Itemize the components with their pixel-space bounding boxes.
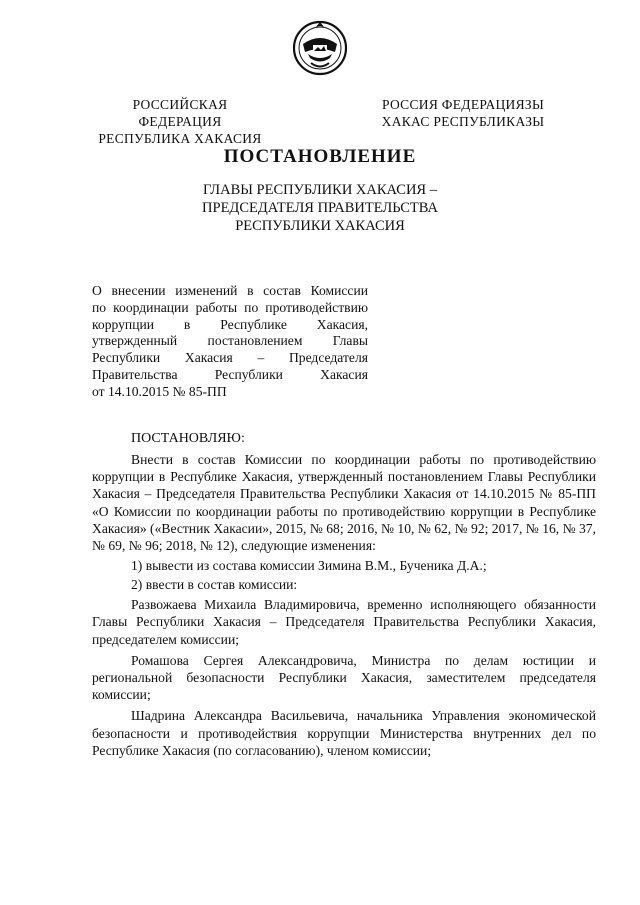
header-left-line: РОССИЙСКАЯ ФЕДЕРАЦИЯ <box>132 97 228 129</box>
document-body <box>92 451 596 763</box>
subtitle-line: ГЛАВЫ РЕСПУБЛИКИ ХАКАСИЯ – <box>203 182 437 198</box>
about-block <box>92 283 368 401</box>
decree-word: ПОСТАНОВЛЯЮ: <box>131 431 245 446</box>
coat-of-arms-emblem <box>291 18 349 76</box>
document-subtitle <box>160 181 480 235</box>
document-title: ПОСТАНОВЛЕНИЕ <box>223 146 417 167</box>
header-right-block <box>378 96 548 130</box>
subtitle-line: РЕСПУБЛИКИ ХАКАСИЯ <box>235 218 405 234</box>
about-line: О внесении изменений в состав Комиссии <box>92 283 368 298</box>
about-line: от 14.10.2015 № 85-ПП <box>92 383 227 399</box>
body-paragraph: Развожаева Михаила Владимировича, временно исполняющего обязанности Главы Республики Хакасия – Председателя Правительства Республики Хакасия, председателем комиссии; <box>92 597 596 647</box>
about-line: Правительства Республики Хакасия <box>92 366 368 382</box>
about-line: Республики Хакасия – Председателя <box>92 350 368 366</box>
body-paragraph: Шадрина Александра Васильевича, начальника Управления экономической безопасности и противодействия коррупции Министерства внутренних дел по Республике Хакасия (по согласованию), членом комиссии; <box>92 708 596 758</box>
header-left-block <box>90 96 270 147</box>
body-paragraph: 1) вывести из состава комиссии Зимина В.М., Бученика Д.А.; <box>131 557 487 573</box>
about-line: коррупции в Республике Хакасия, <box>92 316 368 332</box>
body-paragraph: Внести в состав Комиссии по координации работы по противодействию коррупции в Республике Хакасия, утвержденный постановлением Главы Республики Хакасия – Председателя Правительства Республики Хакасия от 14.10.2015 № 85-ПП «О Комиссии по координации работы по противодействию коррупции в Республике Хакасия» («Вестник Хакасии», 2015, № 68; 2016, № 10, № 62, № 92; 2017, № 16, № 37, № 69, № 96; 2018, № 12), следующие изменения: <box>92 452 596 554</box>
header-left-line: РЕСПУБЛИКА ХАКАСИЯ <box>98 131 262 146</box>
about-line: утвержденный постановлением Главы <box>92 333 368 349</box>
about-line: по координации работы по противодействию <box>92 299 368 315</box>
body-paragraph: Ромашова Сергея Александровича, Министра по делам юстиции и региональной безопасности Республики Хакасия, заместителем председателя комиссии; <box>92 652 596 703</box>
emblem-icon <box>291 18 349 76</box>
subtitle-line: ПРЕДСЕДАТЕЛЯ ПРАВИТЕЛЬСТВА <box>202 200 438 216</box>
header-right-line: ХАКАС РЕСПУБЛИКАЗЫ <box>381 114 545 129</box>
header-right-line: РОССИЯ ФЕДЕРАЦИЯЗЫ <box>381 97 545 112</box>
body-paragraph: 2) ввести в состав комиссии: <box>131 577 298 593</box>
